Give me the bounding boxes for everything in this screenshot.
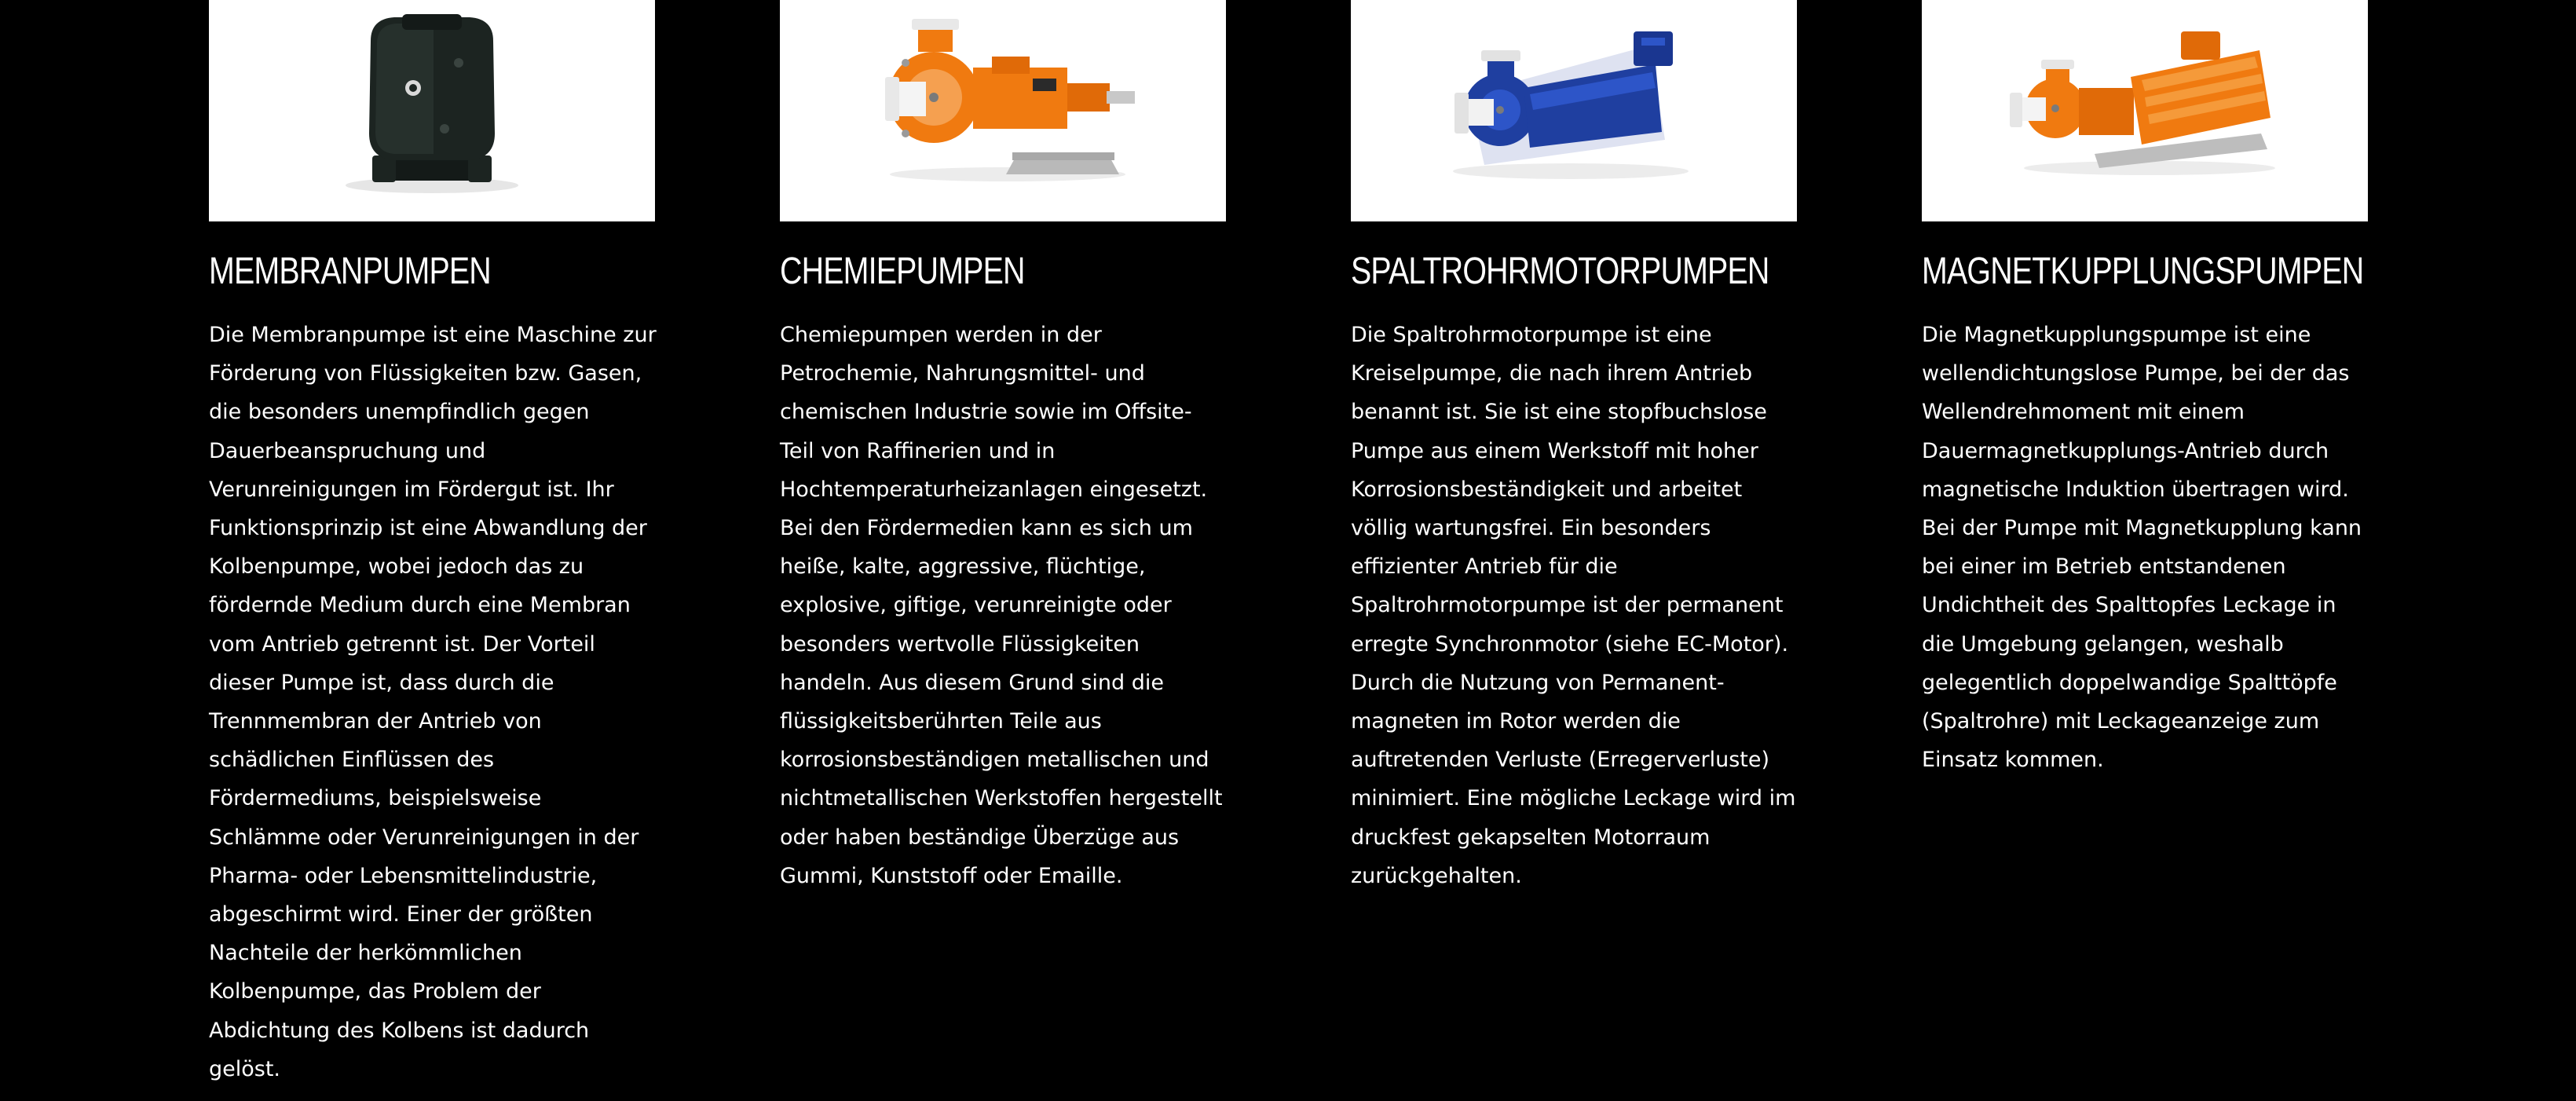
description-line: Hochtemperaturheizanlagen eingesetzt. <box>780 477 1208 502</box>
product-description <box>1922 316 2368 779</box>
description-line: handeln. Aus diesem Grund sind die <box>780 670 1164 695</box>
magnetic-drive-pump-image <box>1922 0 2368 221</box>
product-card-chemiepumpen <box>780 0 1226 895</box>
description-line: Dauerbeanspruchung und <box>209 438 486 463</box>
description-line: Verunreinigungen im Fördergut ist. Ihr <box>209 477 614 502</box>
description-line: Abdichtung des Kolbens ist dadurch <box>209 1018 590 1043</box>
description-line: vom Antrieb getrennt ist. Der Vorteil <box>209 631 595 657</box>
product-title[interactable]: MEMBRANPUMPEN <box>209 251 491 292</box>
description-line: bei einer im Betrieb entstandenen <box>1922 554 2286 580</box>
description-line: Fördermediums, beispielsweise <box>209 786 542 811</box>
product-description <box>780 316 1226 895</box>
description-line: Kolbenpumpe, das Problem der <box>209 979 541 1004</box>
description-line: Die Spaltrohrmotorpumpe ist eine <box>1351 323 1712 347</box>
description-line: Pharma- oder Lebensmittelindustrie, <box>209 863 598 888</box>
description-line: gelegentlich doppelwandige Spalttöpfe <box>1922 670 2337 695</box>
product-card-magnetkupplungspumpen <box>1922 0 2368 779</box>
description-line: auftretenden Verluste (Erregerverluste) <box>1351 748 1769 773</box>
description-line: Schlämme oder Verunreinigungen in der <box>209 825 639 850</box>
description-line: wellendichtungslose Pumpe, bei der das <box>1922 361 2350 386</box>
description-line: explosive, giftige, verunreinigte oder <box>780 593 1172 618</box>
description-line: Petrochemie, Nahrungsmittel- und <box>780 361 1145 386</box>
description-line: Einsatz kommen. <box>1922 748 2104 773</box>
description-line: flüssigkeitsberührten Teile aus <box>780 709 1102 734</box>
description-line: Bei der Pumpe mit Magnetkupplung kann <box>1922 516 2362 541</box>
product-title[interactable]: MAGNETKUPPLUNGSPUMPEN <box>1922 251 2364 292</box>
description-line: Trennmembran der Antrieb von <box>209 709 542 734</box>
description-line: völlig wartungsfrei. Ein besonders <box>1351 516 1711 541</box>
description-line: besonders wertvolle Flüssigkeiten <box>780 631 1140 657</box>
description-line: Nachteile der herkömmlichen <box>209 941 522 966</box>
description-line: druckfest gekapselten Motorraum <box>1351 825 1711 850</box>
description-line: Förderung von Flüssigkeiten bzw. Gasen, <box>209 361 642 386</box>
product-description <box>1351 316 1797 895</box>
description-line: Die Magnetkupplungspumpe ist eine <box>1922 323 2311 347</box>
description-line: Undichtheit des Spalttopfes Leckage in <box>1922 593 2336 618</box>
description-line: magneten im Rotor werden die <box>1351 709 1681 734</box>
description-line: Wellendrehmoment mit einem <box>1922 400 2245 425</box>
product-image-membranpumpen[interactable] <box>209 0 655 221</box>
description-line: effizienter Antrieb für die <box>1351 554 1618 580</box>
diaphragm-pump-image <box>209 0 655 221</box>
description-line: Korrosionsbeständigkeit und arbeitet <box>1351 477 1743 502</box>
description-line: dieser Pumpe ist, dass durch die <box>209 670 554 695</box>
chemical-pump-image <box>780 0 1226 221</box>
description-line: zurückgehalten. <box>1351 863 1522 888</box>
description-line: minimiert. Eine mögliche Leckage wird im <box>1351 786 1796 811</box>
description-line: Durch die Nutzung von Permanent- <box>1351 670 1725 695</box>
description-line: heiße, kalte, aggressive, flüchtige, <box>780 554 1146 580</box>
product-image-spaltrohrmotorpumpen[interactable] <box>1351 0 1797 221</box>
description-line: erregte Synchronmotor (siehe EC-Motor). <box>1351 631 1789 657</box>
description-line: Teil von Raffinerien und in <box>780 438 1056 463</box>
product-description <box>209 316 655 1088</box>
product-title[interactable]: SPALTROHRMOTORPUMPEN <box>1351 251 1769 292</box>
product-grid <box>209 0 2369 1101</box>
description-line: Kolbenpumpe, wobei jedoch das zu <box>209 554 584 580</box>
description-line: die besonders unempfindlich gegen <box>209 400 590 425</box>
description-line: Dauermagnetkupplungs-Antrieb durch <box>1922 438 2329 463</box>
description-line: Pumpe aus einem Werkstoff mit hoher <box>1351 438 1758 463</box>
description-line: Chemiepumpen werden in der <box>780 323 1102 347</box>
description-line: magnetische Induktion übertragen wird. <box>1922 477 2349 502</box>
description-line: Spaltrohrmotorpumpe ist der permanent <box>1351 593 1784 618</box>
description-line: fördernde Medium durch eine Membran <box>209 593 631 618</box>
description-line: schädlichen Einflüssen des <box>209 748 495 773</box>
product-image-magnetkupplungspumpen[interactable] <box>1922 0 2368 221</box>
description-line: die Umgebung gelangen, weshalb <box>1922 631 2284 657</box>
product-card-spaltrohrmotorpumpen <box>1351 0 1797 895</box>
description-line: Gummi, Kunststoff oder Emaille. <box>780 863 1123 888</box>
product-title[interactable]: CHEMIEPUMPEN <box>780 251 1025 292</box>
description-line: abgeschirmt wird. Einer der größten <box>209 902 593 927</box>
description-line: chemischen Industrie sowie im Offsite- <box>780 400 1192 425</box>
description-line: korrosionsbeständigen metallischen und <box>780 748 1209 773</box>
canned-motor-pump-image <box>1351 0 1797 221</box>
description-line: Die Membranpumpe ist eine Maschine zur <box>209 323 657 347</box>
description-line: Kreiselpumpe, die nach ihrem Antrieb <box>1351 361 1753 386</box>
product-image-chemiepumpen[interactable] <box>780 0 1226 221</box>
description-line: Bei den Fördermedien kann es sich um <box>780 516 1193 541</box>
description-line: gelöst. <box>209 1056 281 1081</box>
description-line: Funktionsprinzip ist eine Abwandlung der <box>209 516 647 541</box>
description-line: (Spaltrohre) mit Leckageanzeige zum <box>1922 709 2320 734</box>
description-line: benannt ist. Sie ist eine stopfbuchslose <box>1351 400 1767 425</box>
product-card-membranpumpen <box>209 0 655 1088</box>
description-line: nichtmetallischen Werkstoffen hergestellt <box>780 786 1223 811</box>
description-line: oder haben beständige Überzüge aus <box>780 825 1180 850</box>
